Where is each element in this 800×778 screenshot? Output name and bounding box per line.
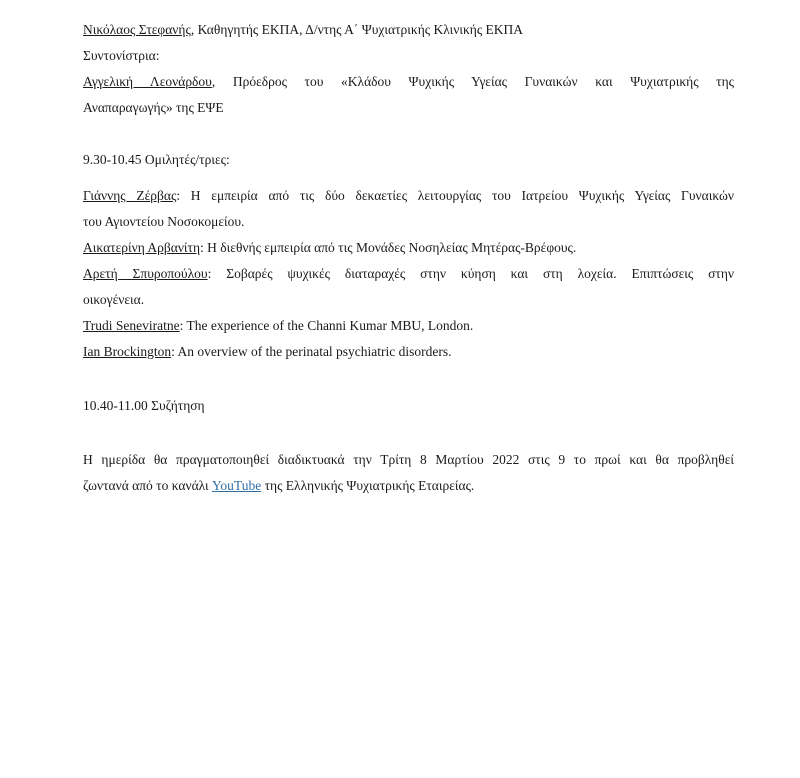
speaker-3-line-2: οικογένεια.: [83, 292, 145, 307]
speaker-5-name: Ian Brockington: [83, 344, 172, 359]
coordinator-line-1: [83, 74, 734, 90]
speaker-1-line-1: [83, 188, 734, 204]
speaker-1-talk: : Η εμπειρία από τις δύο δεκαετίες λειτουργίας του Ιατρείου Ψυχικής Υγείας Γυναικών: [176, 188, 734, 203]
speaker-3-talk: : Σοβαρές ψυχικές διαταραχές στην κύηση και στη λοχεία. Επιπτώσεις στην: [207, 266, 735, 281]
speaker-2-talk: : Η διεθνής εμπειρία από τις Μονάδες Νοσηλείας Μητέρας-Βρέφους.: [200, 240, 577, 255]
moderator-role: , Καθηγητής ΕΚΠΑ, Δ/ντης Α΄ Ψυχιατρικής Κλινικής ΕΚΠΑ: [190, 22, 524, 37]
announcement-line-1: Η ημερίδα θα πραγματοποιηθεί διαδικτυακά την Τρίτη 8 Μαρτίου 2022 στις 9 το πρωί και θα προβληθεί: [83, 452, 734, 467]
speaker-2-name: Αικατερίνη Αρβανίτη: [83, 240, 201, 255]
speaker-4-talk: : The experience of the Channi Kumar MBU, London.: [179, 318, 474, 333]
coordinator-name: Αγγελική Λεονάρδου: [83, 74, 212, 89]
speaker-4-line: [83, 318, 473, 334]
coordinator-line-2: Αναπαραγωγής» της ΕΨΕ: [83, 100, 224, 115]
moderator-name: Νικόλαος Στεφανής: [83, 22, 191, 37]
speaker-2-line: [83, 240, 576, 256]
speaker-3-line-1: [83, 266, 734, 282]
discussion-heading: 10.40-11.00 Συζήτηση: [83, 398, 205, 413]
announcement-text-before: ζωντανά από το κανάλι: [83, 478, 213, 493]
coordinator-label: Συντονίστρια:: [83, 48, 160, 63]
moderator-line: [83, 22, 523, 38]
speaker-1-name: Γιάννης Ζέρβας: [83, 188, 177, 203]
speaker-4-name: Trudi Seneviratne: [83, 318, 180, 333]
speaker-5-talk: : An overview of the perinatal psychiatric disorders.: [171, 344, 452, 359]
coordinator-role-1: , Πρόεδρος του «Κλάδου Ψυχικής Υγείας Γυναικών και Ψυχιατρικής της: [211, 74, 734, 89]
youtube-link[interactable]: YouTube: [212, 478, 262, 493]
speaker-3-name: Αρετή Σπυροπούλου: [83, 266, 208, 281]
announcement-text-after: της Ελληνικής Ψυχιατρικής Εταιρείας.: [261, 478, 475, 493]
announcement-line-2: [83, 478, 474, 494]
session-heading: 9.30-10.45 Ομιλητές/τριες:: [83, 152, 230, 167]
speaker-1-line-2: του Αγιοντείου Νοσοκομείου.: [83, 214, 245, 229]
speaker-5-line: [83, 344, 452, 360]
